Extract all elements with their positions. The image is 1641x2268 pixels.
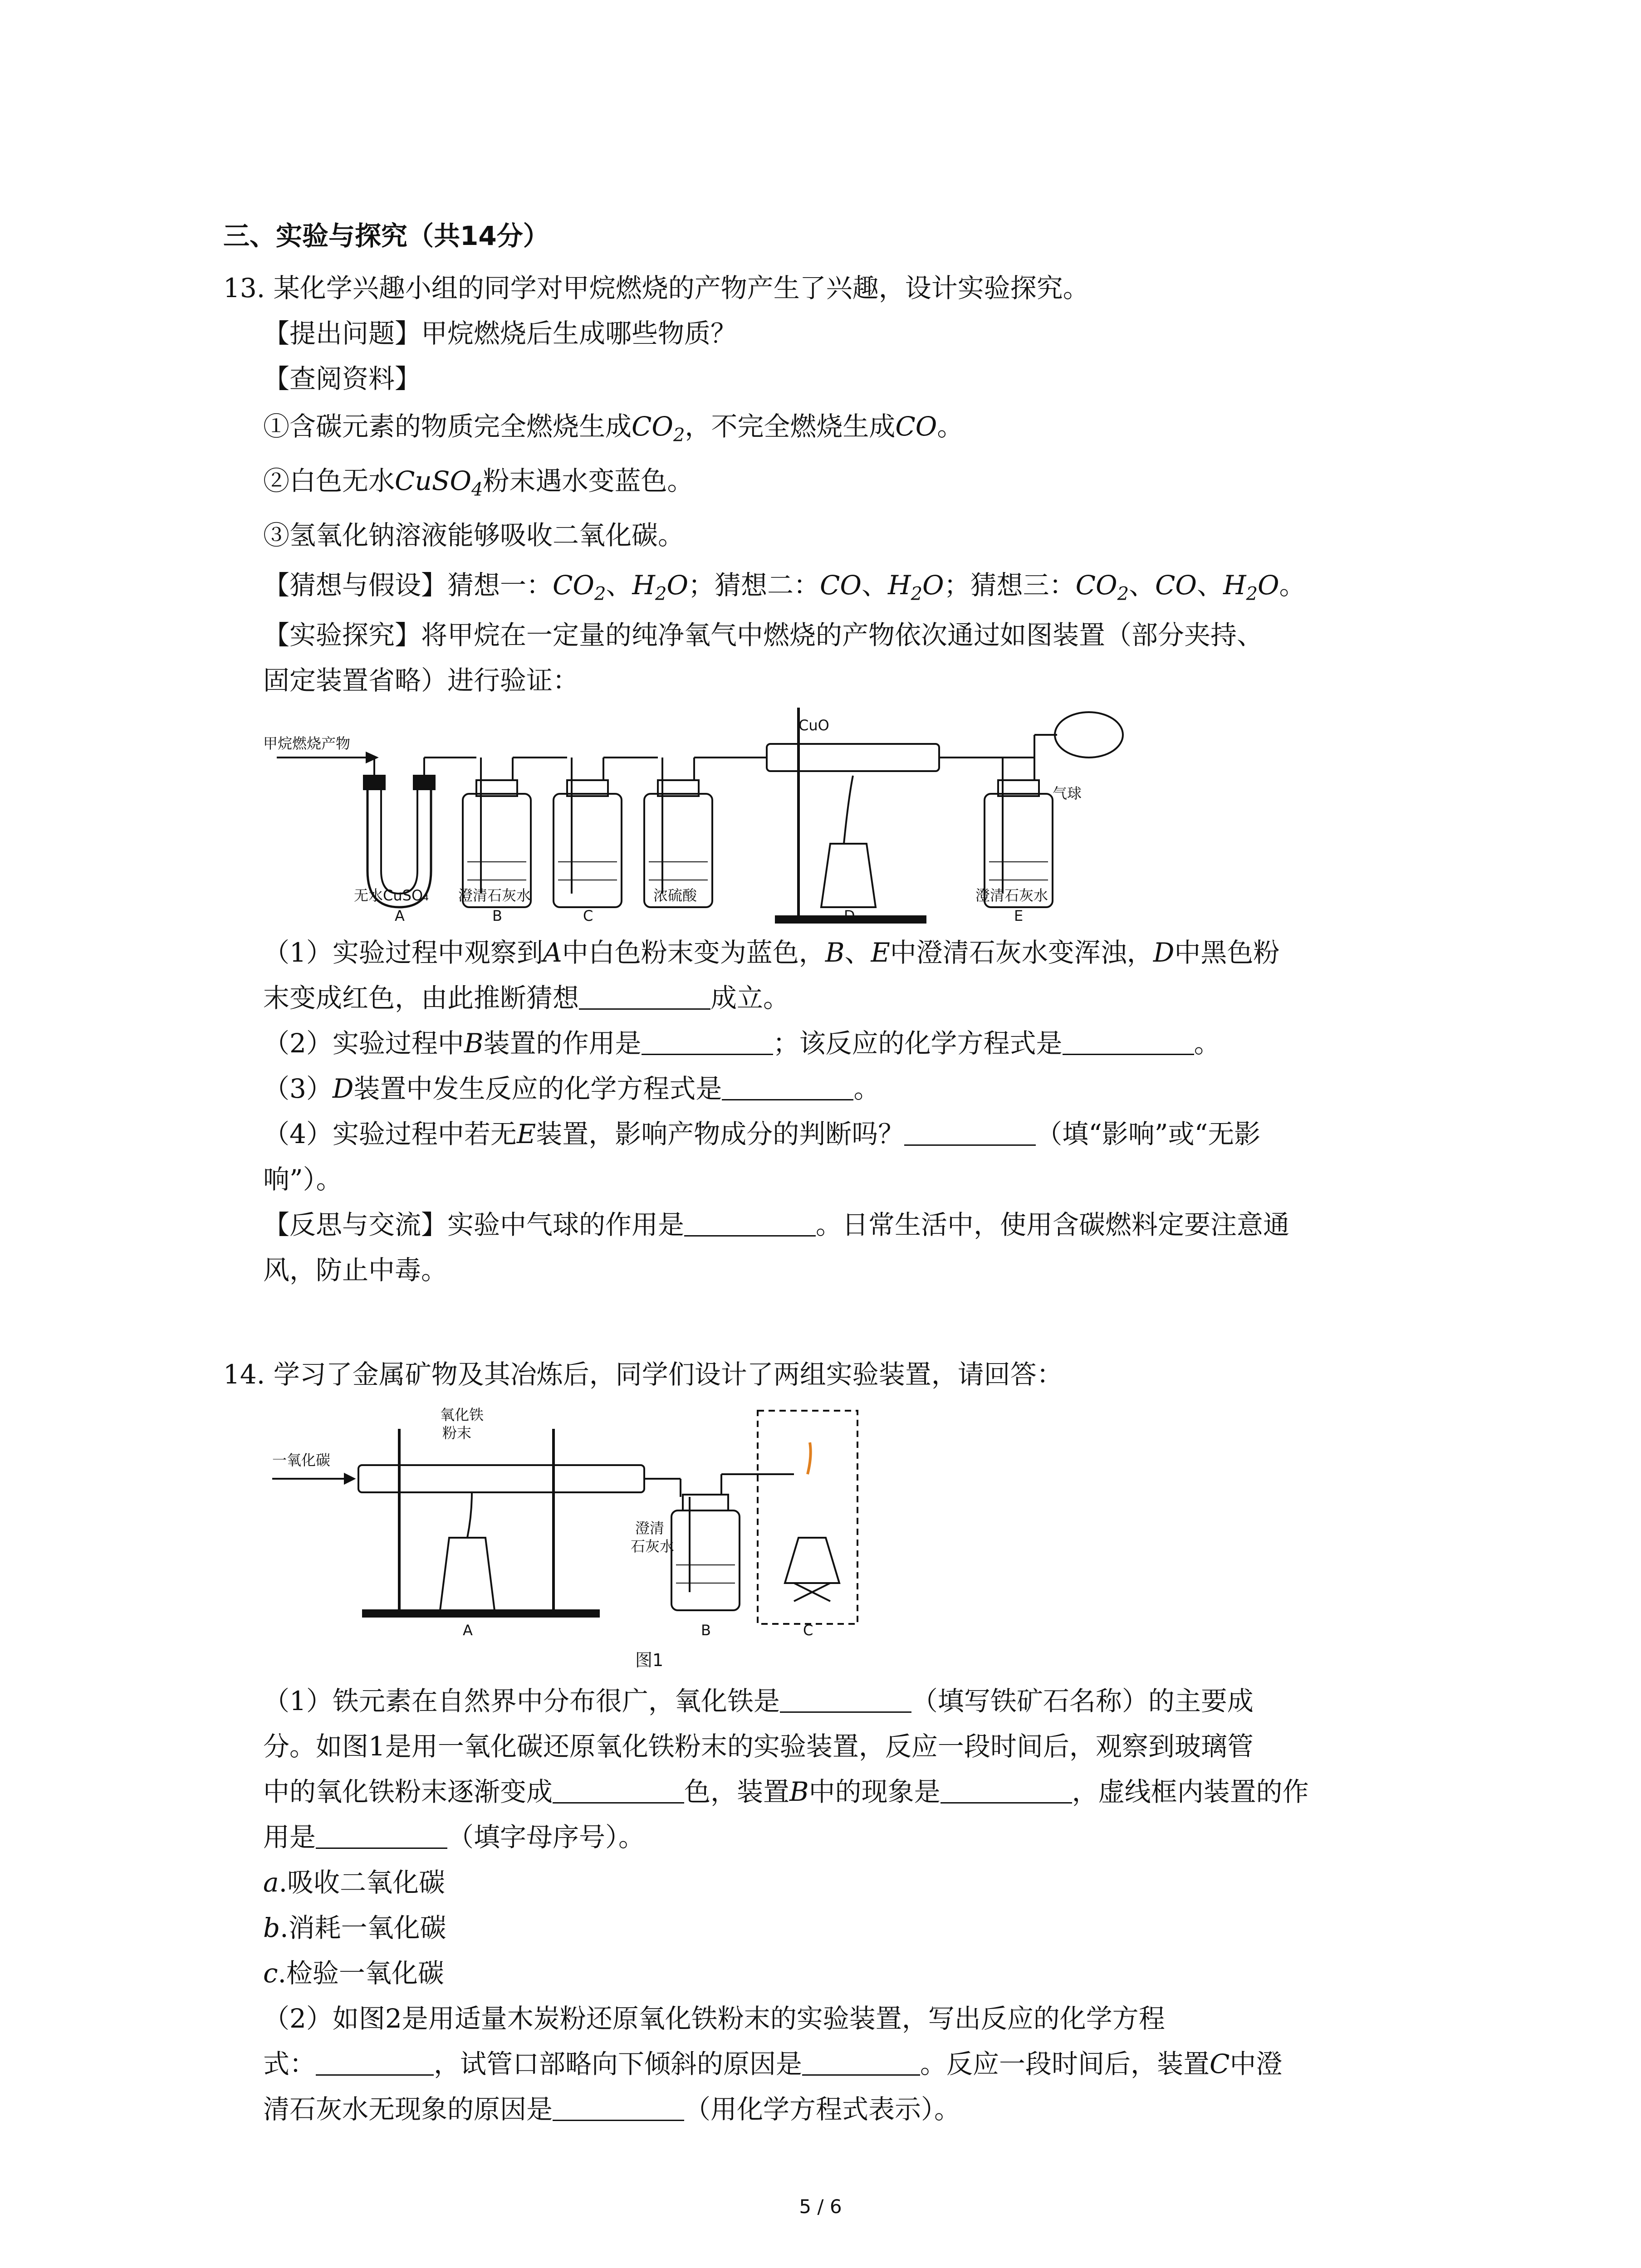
label-cuo: CuO — [798, 717, 829, 734]
q14-part2-line2: 式： ，试管口部略向下倾斜的原因是 。反应一段时间后，装置C中澄 — [263, 2046, 1282, 2082]
bottle-c — [554, 794, 622, 907]
q13-ref-head: 【查阅资料】 — [263, 363, 421, 394]
label-fe2o3-1: 氧化铁 — [440, 1406, 484, 1423]
q13-part1-line2: 末变成红色，由此推断猜想 成立。 — [263, 980, 789, 1016]
q13-question: 【提出问题】甲烷燃烧后生成哪些物质？ — [263, 318, 737, 349]
burner-c — [785, 1538, 839, 1583]
q14-part1-line1: （1）铁元素在自然界中分布很广，氧化铁是 （填写铁矿石名称）的主要成 — [263, 1683, 1254, 1719]
fig1-letter-b: B — [701, 1622, 711, 1639]
hyp-text-c: ；猜想三： — [944, 570, 1076, 601]
q13-ref3: ③氢氧化钠溶液能够吸收二氧化碳。 — [263, 520, 685, 551]
letter-c: C — [583, 907, 593, 924]
label-limewater-2: 石灰水 — [631, 1538, 675, 1555]
blank-tilt-reason[interactable] — [802, 2047, 920, 2076]
q14-option-a: a.吸收二氧化碳 — [263, 1867, 446, 1898]
q13-reflect-line2: 风，防止中毒。 — [263, 1255, 448, 1286]
flame-c — [808, 1442, 811, 1474]
blank-e-effect[interactable] — [904, 1117, 1036, 1146]
ref2-text-a: ②白色无水 — [263, 465, 395, 496]
label-limewater-1: 澄清 — [635, 1520, 665, 1537]
label-e-reagent: 澄清石灰水 — [975, 887, 1048, 904]
q13-stem-text: 某化学兴趣小组的同学对甲烷燃烧的产物产生了兴趣，设计实验探究。 — [273, 273, 1089, 303]
u-tube-inner — [381, 785, 417, 894]
letter-e: E — [1014, 907, 1024, 924]
q13-experiment-line2: 固定装置省略）进行验证： — [263, 665, 579, 696]
q14-stem-text: 学习了金属矿物及其冶炼后，同学们设计了两组实验装置，请回答： — [273, 1359, 1063, 1390]
ref1-text-b: ，不完全燃烧生成 — [685, 411, 896, 442]
jack-stand — [794, 1583, 830, 1601]
bottle-limewater — [671, 1510, 740, 1610]
section-title: 三、实验与探究（共14分） — [223, 220, 549, 251]
letter-d: D — [844, 907, 855, 924]
q14-part1-line2: 分。如图1是用一氧化碳还原氧化铁粉末的实验装置，反应一段时间后，观察到玻璃管 — [263, 1731, 1254, 1762]
blank-equation[interactable] — [316, 2047, 434, 2076]
q13-hypothesis: 【猜想与假设】猜想一：$CO_2$、$H_2O$；猜想二：CO、$H_2O$；猜想三：$CO_2$、CO、$H_2O$。 — [263, 570, 1306, 605]
blank-d-equation[interactable] — [722, 1072, 853, 1100]
hyp-text-a: 【猜想与假设】猜想一： — [263, 570, 553, 601]
blank-balloon-purpose[interactable] — [684, 1208, 816, 1237]
q13-part2: （2）实验过程中B装置的作用是 ；该反应的化学方程式是 。 — [263, 1025, 1220, 1061]
formula-cuso4: CuSO$_4$ — [395, 465, 483, 500]
blank-b-phenomenon[interactable] — [941, 1775, 1072, 1804]
label-fe2o3-2: 粉末 — [442, 1424, 472, 1442]
blank-ore-name[interactable] — [780, 1684, 911, 1713]
q14-part1-line3: 中的氧化铁粉末逐渐变成 色，装置B中的现象是 ，虚线框内装置的作 — [263, 1774, 1309, 1810]
q13-ref2 — [263, 463, 694, 508]
q13-number: 13. — [223, 273, 265, 303]
label-acid-reagent: 浓硫酸 — [653, 887, 697, 904]
label-b-reagent: 澄清石灰水 — [458, 887, 531, 904]
letter-a: A — [395, 907, 405, 924]
formula-co2: $CO_2$ — [632, 411, 685, 446]
q14-option-b: b.消耗一氧化碳 — [263, 1912, 446, 1943]
blank-color[interactable] — [553, 1775, 684, 1804]
burner — [821, 844, 876, 907]
lamp-flame — [467, 1492, 472, 1538]
blank-reason-equation[interactable] — [553, 2092, 684, 2121]
dashed-box — [758, 1411, 857, 1624]
q14-part2-line1: （2）如图2是用适量木炭粉还原氧化铁粉末的实验装置，写出反应的化学方程 — [263, 2003, 1165, 2034]
q14-number: 14. — [223, 1359, 265, 1390]
reduction-tube — [358, 1465, 644, 1492]
blank-b-purpose[interactable] — [642, 1026, 773, 1055]
q13-part3: （3）D装置中发生反应的化学方程式是 。 — [263, 1070, 880, 1107]
blank-box-purpose[interactable] — [316, 1820, 447, 1849]
ref1-text-c: 。 — [937, 411, 964, 442]
label-co: 一氧化碳 — [272, 1452, 331, 1469]
letter-b: B — [492, 907, 502, 924]
q13-apparatus-figure — [263, 708, 1125, 925]
alcohol-lamp — [440, 1538, 495, 1610]
q14-part1-line4: 用是 （填字母序号）。 — [263, 1819, 645, 1855]
q13-reflect-line1: 【反思与交流】实验中气球的作用是 。日常生活中，使用含碳燃料定要注意通 — [263, 1207, 1289, 1243]
q14-stem — [223, 1356, 1063, 1393]
q14-option-c: c.检验一氧化碳 — [263, 1958, 444, 1989]
u-tube-stopper-left — [364, 776, 385, 789]
q13-ref1 — [263, 408, 963, 454]
combustion-tube — [767, 744, 939, 771]
label-balloon: 气球 — [1053, 785, 1082, 802]
flame — [844, 776, 853, 844]
figure1-caption: 图1 — [635, 1650, 664, 1670]
u-tube-stopper-right — [414, 776, 435, 789]
hyp-text-b: ；猜想二： — [688, 570, 820, 601]
balloon — [1055, 712, 1123, 758]
q13-part4-line1: （4）实验过程中若无E装置，影响产物成分的判断吗？ （填“影响”或“无影 — [263, 1116, 1260, 1152]
label-input: 甲烷燃烧产物 — [263, 735, 351, 752]
stand-base — [363, 1610, 599, 1617]
ref1-text-a: ①含碳元素的物质完全燃烧生成 — [263, 411, 632, 442]
label-a-reagent: 无水CuSO₄ — [354, 887, 429, 904]
q13-part1-line1: （1）实验过程中观察到A中白色粉末变为蓝色，B、E中澄清石灰水变浑浊，D中黑色粉 — [263, 937, 1280, 968]
q13-part4-line2: 响”）。 — [263, 1164, 343, 1195]
blank-hypothesis[interactable] — [579, 981, 710, 1010]
q14-part2-line3: 清石灰水无现象的原因是 （用化学方程式表示）。 — [263, 2091, 960, 2127]
q14-apparatus-figure — [272, 1402, 862, 1647]
ref2-text-b: 粉末遇水变蓝色。 — [483, 465, 694, 496]
fig1-letter-a: A — [463, 1622, 473, 1639]
q13-stem — [223, 270, 1089, 306]
formula-co: CO — [895, 411, 937, 442]
blank-b-equation[interactable] — [1063, 1026, 1194, 1055]
page-number: 5 / 6 — [799, 2195, 842, 2218]
q13-experiment-line1: 【实验探究】将甲烷在一定量的纯净氧气中燃烧的产物依次通过如图装置（部分夹持、 — [263, 620, 1264, 650]
fig1-letter-c: C — [803, 1622, 813, 1639]
